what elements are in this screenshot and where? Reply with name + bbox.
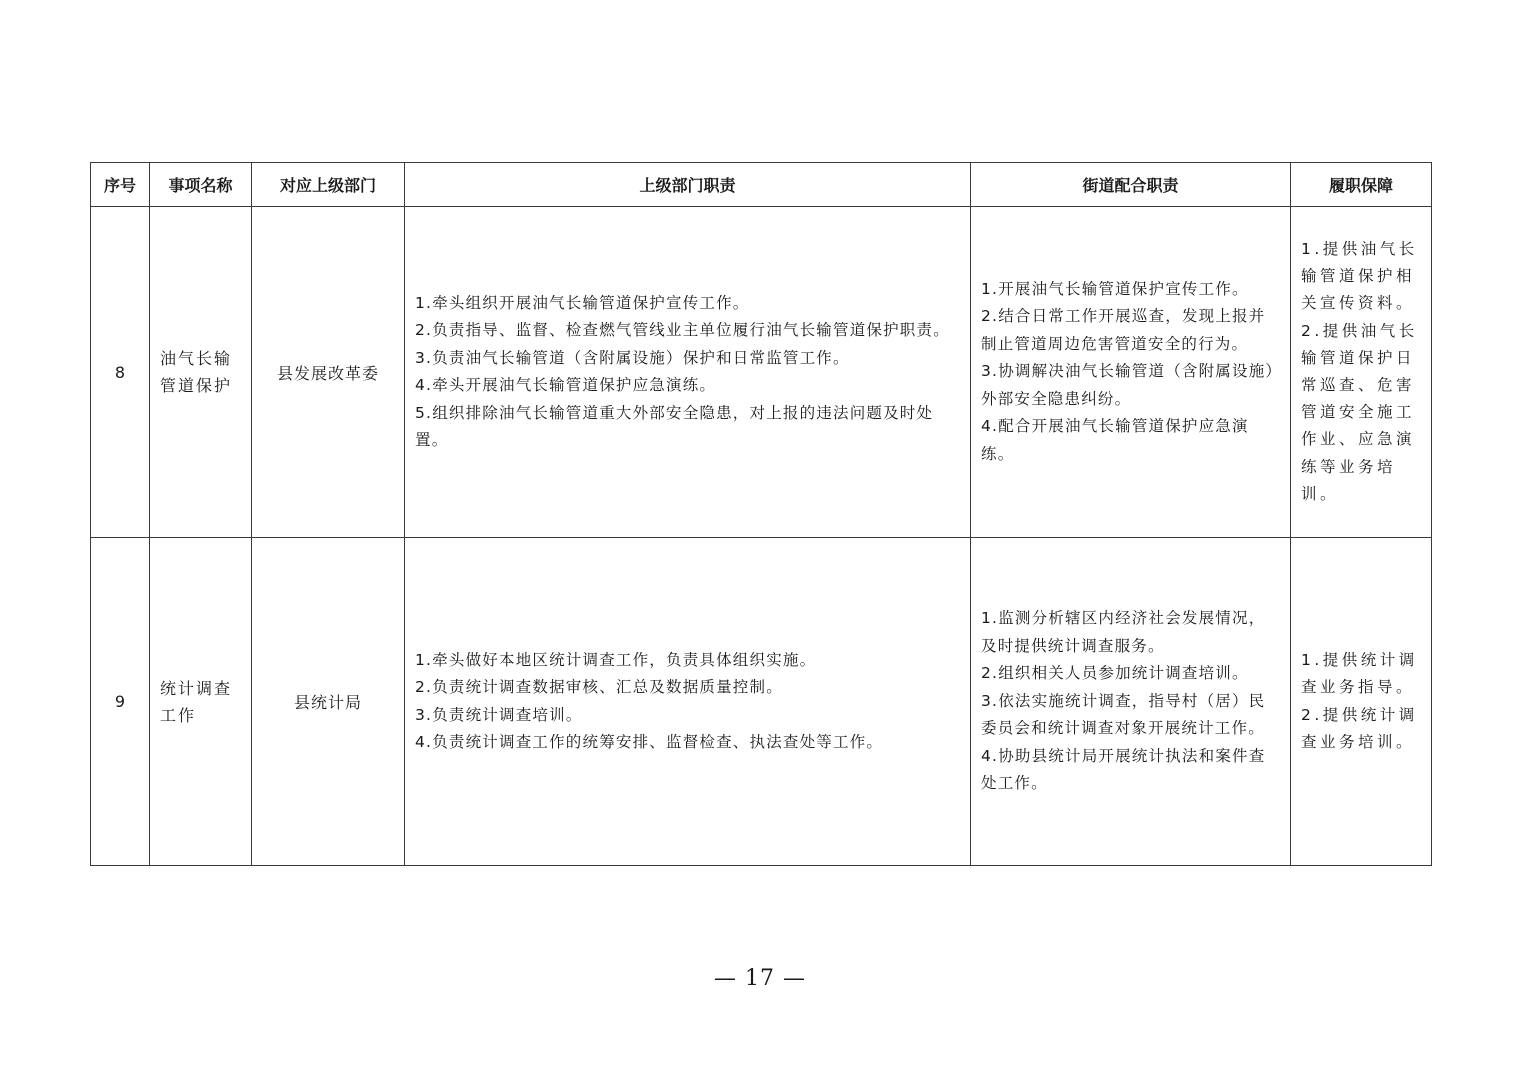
item-name: 油气长输管道保护 [150,207,252,538]
superior-duties [405,207,971,538]
duty-item: 2.组织相关人员参加统计调查培训。 [981,664,1249,683]
guarantee-item: 1.提供油气长输管道保护相关宣传资料。 [1301,239,1418,313]
street-duties [971,207,1291,538]
superior-dept: 县统计局 [252,538,405,866]
duty-table [90,162,1432,866]
duty-item: 3.协调解决油气长输管道（含附属设施）外部安全隐患纠纷。 [981,362,1275,408]
duty-item: 4.协助县统计局开展统计执法和案件查处工作。 [981,746,1266,793]
duty-item: 5.组织排除油气长输管道重大外部安全隐患，对上报的违法问题及时处置。 [415,403,934,449]
duty-item: 4.配合开展油气长输管道保护应急演练。 [981,417,1249,463]
superior-duties [405,538,971,866]
table-row [91,538,1432,866]
table-header-row [91,163,1432,207]
guarantee [1291,207,1432,538]
duty-item: 1.牵头做好本地区统计调查工作，负责具体组织实施。 [415,650,817,669]
guarantee [1291,538,1432,866]
row-number: 9 [91,538,150,866]
duty-item: 3.负责油气长输管道（含附属设施）保护和日常监管工作。 [415,348,850,367]
table-row [91,207,1432,538]
duty-item: 3.负责统计调查培训。 [415,705,583,724]
duty-item: 2.负责统计调查数据审核、汇总及数据质量控制。 [415,678,783,696]
duty-item: 1.开展油气长输管道保护宣传工作。 [981,279,1249,298]
row-number: 8 [91,207,150,538]
header-superior-dept: 对应上级部门 [252,163,405,207]
guarantee-item: 1.提供统计调查业务指导。 [1301,651,1418,697]
duty-item: 4.牵头开展油气长输管道保护应急演练。 [415,376,717,394]
superior-dept: 县发展改革委 [252,207,405,538]
guarantee-item: 2.提供统计调查业务培训。 [1301,705,1418,751]
header-superior-duties: 上级部门职责 [405,163,971,207]
street-duties [971,538,1291,866]
header-street-duties: 街道配合职责 [971,163,1291,207]
page-number: — 17 — [714,966,806,991]
header-no: 序号 [91,163,150,207]
duty-item: 1.牵头组织开展油气长输管道保护宣传工作。 [415,293,750,312]
item-name: 统计调查工作 [150,538,252,866]
duty-item: 1.监测分析辖区内经济社会发展情况，及时提供统计调查服务。 [981,609,1266,655]
duty-item: 2.结合日常工作开展巡查，发现上报并制止管道周边危害管道安全的行为。 [981,307,1266,353]
header-item-name: 事项名称 [150,163,252,207]
header-guarantee: 履职保障 [1291,163,1432,207]
duty-item: 3.依法实施统计调查，指导村（居）民委员会和统计调查对象开展统计工作。 [981,691,1266,738]
duty-item: 2.负责指导、监督、检查燃气管线业主单位履行油气长输管道保护职责。 [415,321,950,339]
duty-item: 4.负责统计调查工作的统筹安排、监督检查、执法查处等工作。 [415,733,884,751]
guarantee-item: 2.提供油气长输管道保护日常巡查、危害管道安全施工作业、应急演练等业务培训。 [1301,321,1418,503]
